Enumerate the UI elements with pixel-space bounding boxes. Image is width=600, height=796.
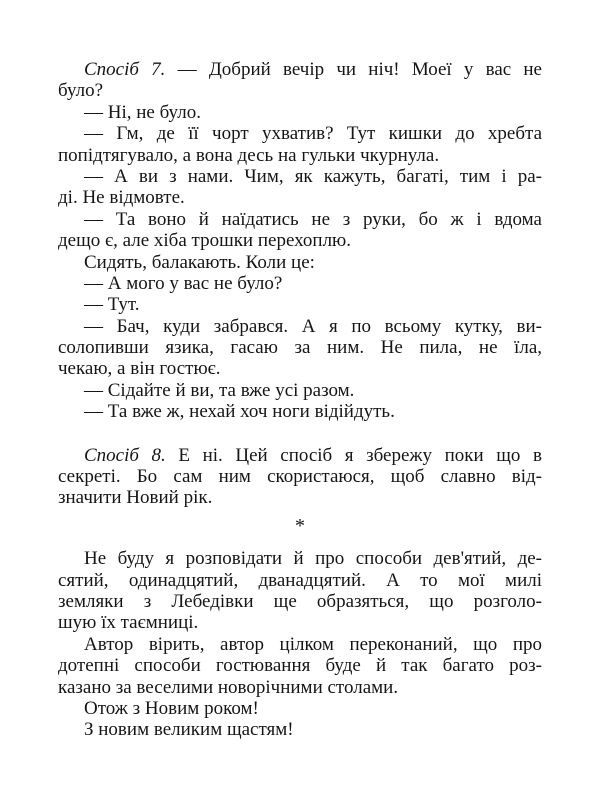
text-line: Не буду я розповідати й про способи дев'ятий, де-	[84, 548, 542, 570]
text-line: — Та воно й наїдатись не з руки, бо ж і вдома	[84, 208, 542, 230]
text-line: Автор вірить, автор цілком переконаний, що про	[84, 633, 542, 655]
section-method-8	[58, 445, 542, 509]
text-line: було?	[58, 80, 104, 102]
text-line: — А мого у вас не було?	[84, 272, 283, 294]
method-label: Спосіб 7.	[84, 59, 166, 80]
text-line: дотепні способи гостювання буде й так багато роз-	[58, 655, 542, 677]
text-line: З новим великим щастям!	[84, 719, 294, 741]
text-line: попідтягувало, а вона десь на гульки чкурнула.	[58, 144, 440, 166]
section-separator: *	[295, 514, 305, 537]
text-line: Сидять, балакають. Коли це:	[84, 251, 315, 273]
method-label: Спосіб 8.	[84, 444, 166, 466]
text-line: Спосіб 7. — Добрий вечір чи ніч! Моеї у вас не	[84, 59, 542, 80]
text-line: земляки з Лебедівки ще образяться, що розголо-	[58, 591, 542, 612]
text-line: значити Новий рік.	[58, 487, 213, 509]
text-line: — Ні, не було.	[84, 101, 201, 123]
text-line: Спосіб 8. Е ні. Цей спосіб я збережу поки що в	[84, 444, 542, 466]
text-line: дещо є, але хіба трошки перехоплю.	[58, 230, 351, 252]
text-line: ді. Не відмовте.	[58, 187, 185, 209]
text-line: солопивши язика, гасаю за ним. Не пила, не їла,	[58, 337, 542, 359]
text-line: — Сідайте й ви, та вже усі разом.	[84, 379, 355, 401]
text-line: казано за веселими новорічними столами.	[58, 676, 399, 698]
text-line: — А ви з нами. Чим, як кажуть, багаті, тим і ра-	[84, 165, 542, 187]
text-line: — Бач, куди забрався. А я по всьому кутку, ви-	[84, 315, 542, 337]
text-line: — Гм, де її чорт ухватив? Тут кишки до хребта	[84, 123, 542, 145]
text-line: — Та вже ж, нехай хоч ноги відійдуть.	[84, 401, 395, 423]
document-page	[58, 59, 542, 741]
section-conclusion	[58, 548, 542, 741]
text-line: — Тут.	[84, 294, 140, 316]
text-line: Отож з Новим роком!	[84, 697, 259, 719]
text-line: сятий, одинадцятий, дванадцятий. А то мої милі	[58, 569, 542, 591]
text-line: секреті. Бо сам ним скористаюся, щоб славно від-	[58, 466, 542, 488]
section-method-7	[58, 59, 542, 423]
text-line: шую їх таємниці.	[58, 612, 199, 634]
text-line: чекаю, а він гостює.	[58, 358, 221, 380]
